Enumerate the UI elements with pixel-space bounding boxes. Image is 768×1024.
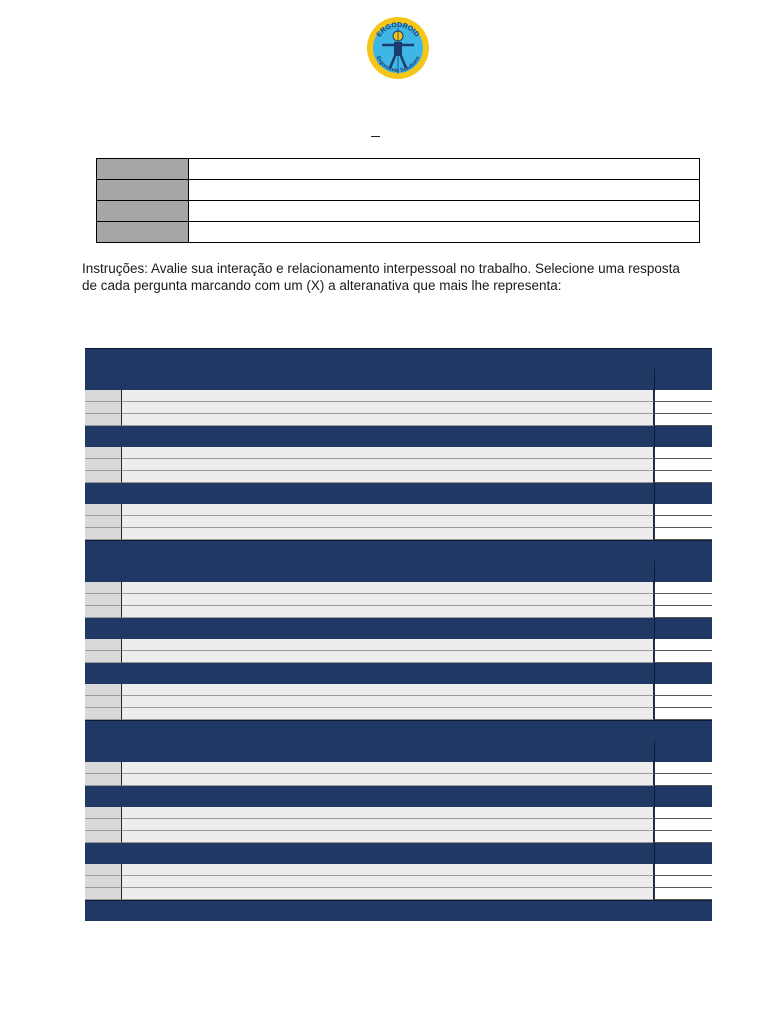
option-row [85,774,712,786]
answer-mark-cell[interactable] [655,528,712,540]
option-text-cell [122,819,654,831]
option-row [85,651,712,663]
answer-mark-cell[interactable] [655,606,712,618]
option-row [85,684,712,696]
option-number-cell [85,684,122,696]
option-row [85,831,712,843]
option-row [85,528,712,540]
option-number-cell [85,471,122,483]
instructions-text: Instruções: Avalie sua interação e relacionamento interpessoal no trabalho. Selecione uma resposta de cada pergunta marcando com um (X) a alteranativa que mais lhe representa: [82,261,680,293]
option-text-cell [122,390,654,402]
logo-bottom-text: Ergonomic Solutions [374,55,422,75]
option-number-cell [85,459,122,471]
option-row [85,414,712,426]
option-text-cell [122,471,654,483]
info-value-field[interactable] [189,201,700,222]
option-number-cell [85,708,122,720]
answer-mark-cell[interactable] [655,708,712,720]
option-number-cell [85,651,122,663]
question-text-cell [85,741,655,763]
answer-mark-cell[interactable] [655,864,712,876]
option-text-cell [122,888,654,900]
option-row [85,459,712,471]
info-label [97,180,189,201]
question-text-cell [85,618,655,640]
option-row [85,390,712,402]
info-label [97,222,189,243]
option-number-cell [85,819,122,831]
answer-mark-cell[interactable] [655,390,712,402]
answer-mark-cell[interactable] [655,876,712,888]
option-number-cell [85,888,122,900]
questionnaire-table [85,348,712,920]
question-text-cell [85,843,655,865]
question-header [85,561,712,582]
option-row [85,876,712,888]
option-number-cell [85,414,122,426]
option-text-cell [122,651,654,663]
option-text-cell [122,606,654,618]
option-number-cell [85,402,122,414]
answer-mark-cell[interactable] [655,807,712,819]
option-text-cell [122,762,654,774]
option-row [85,819,712,831]
option-number-cell [85,447,122,459]
answer-header-cell [655,561,712,583]
option-number-cell [85,807,122,819]
option-number-cell [85,864,122,876]
option-row [85,594,712,606]
question-text-cell [85,561,655,583]
answer-mark-cell[interactable] [655,504,712,516]
option-number-cell [85,774,122,786]
answer-header-cell [655,741,712,763]
section-header [85,348,712,370]
answer-header-cell [655,843,712,865]
question-header [85,426,712,447]
option-text-cell [122,708,654,720]
option-text-cell [122,807,654,819]
option-text-cell [122,402,654,414]
option-row [85,639,712,651]
info-label [97,159,189,180]
answer-mark-cell[interactable] [655,414,712,426]
option-row [85,708,712,720]
answer-mark-cell[interactable] [655,471,712,483]
option-number-cell [85,606,122,618]
option-text-cell [122,504,654,516]
option-number-cell [85,876,122,888]
question-header [85,369,712,390]
answer-header-cell [655,369,712,391]
option-row [85,606,712,618]
answer-mark-cell[interactable] [655,582,712,594]
option-number-cell [85,594,122,606]
option-number-cell [85,504,122,516]
answer-header-cell [655,618,712,640]
answer-mark-cell[interactable] [655,762,712,774]
option-text-cell [122,528,654,540]
answer-mark-cell[interactable] [655,819,712,831]
answer-mark-cell[interactable] [655,888,712,900]
question-header [85,618,712,639]
answer-mark-cell[interactable] [655,594,712,606]
option-row [85,582,712,594]
option-number-cell [85,639,122,651]
option-text-cell [122,831,654,843]
option-text-cell [122,876,654,888]
info-label [97,201,189,222]
info-value-field[interactable] [189,222,700,243]
option-number-cell [85,516,122,528]
logo-top-text: ERGODROID [375,21,421,39]
option-row [85,516,712,528]
question-header [85,843,712,864]
option-text-cell [122,414,654,426]
option-number-cell [85,390,122,402]
section-header [85,720,712,742]
option-text-cell [122,696,654,708]
option-row [85,504,712,516]
answer-mark-cell[interactable] [655,459,712,471]
question-header [85,786,712,807]
ergodroid-logo [366,16,430,80]
question-header [85,741,712,762]
answer-mark-cell[interactable] [655,831,712,843]
option-text-cell [122,864,654,876]
question-header [85,663,712,684]
option-row [85,762,712,774]
option-row [85,888,712,900]
option-number-cell [85,831,122,843]
option-text-cell [122,447,654,459]
info-row [97,222,700,243]
info-value-field[interactable] [189,180,700,201]
answer-mark-cell[interactable] [655,447,712,459]
question-text-cell [85,483,655,505]
option-number-cell [85,528,122,540]
option-row [85,696,712,708]
info-row [97,201,700,222]
option-text-cell [122,639,654,651]
answer-mark-cell[interactable] [655,516,712,528]
answer-mark-cell[interactable] [655,639,712,651]
info-row [97,159,700,180]
option-text-cell [122,582,654,594]
option-text-cell [122,684,654,696]
answer-header-cell [655,663,712,685]
answer-header-cell [655,786,712,808]
question-text-cell [85,663,655,685]
option-row [85,447,712,459]
info-row [97,180,700,201]
option-number-cell [85,762,122,774]
option-row [85,807,712,819]
info-table [96,158,700,243]
option-row [85,402,712,414]
question-text-cell [85,426,655,448]
answer-header-cell [655,426,712,448]
table-footer [85,900,712,921]
option-text-cell [122,594,654,606]
header-mark [371,136,380,137]
option-row [85,471,712,483]
answer-mark-cell[interactable] [655,651,712,663]
answer-header-cell [655,483,712,505]
answer-mark-cell[interactable] [655,684,712,696]
option-text-cell [122,516,654,528]
question-text-cell [85,786,655,808]
option-row [85,864,712,876]
option-text-cell [122,774,654,786]
question-header [85,483,712,504]
option-text-cell [122,459,654,471]
answer-mark-cell[interactable] [655,402,712,414]
answer-mark-cell[interactable] [655,696,712,708]
section-header [85,540,712,562]
answer-mark-cell[interactable] [655,774,712,786]
option-number-cell [85,696,122,708]
option-number-cell [85,582,122,594]
question-text-cell [85,369,655,391]
info-value-field[interactable] [189,159,700,180]
